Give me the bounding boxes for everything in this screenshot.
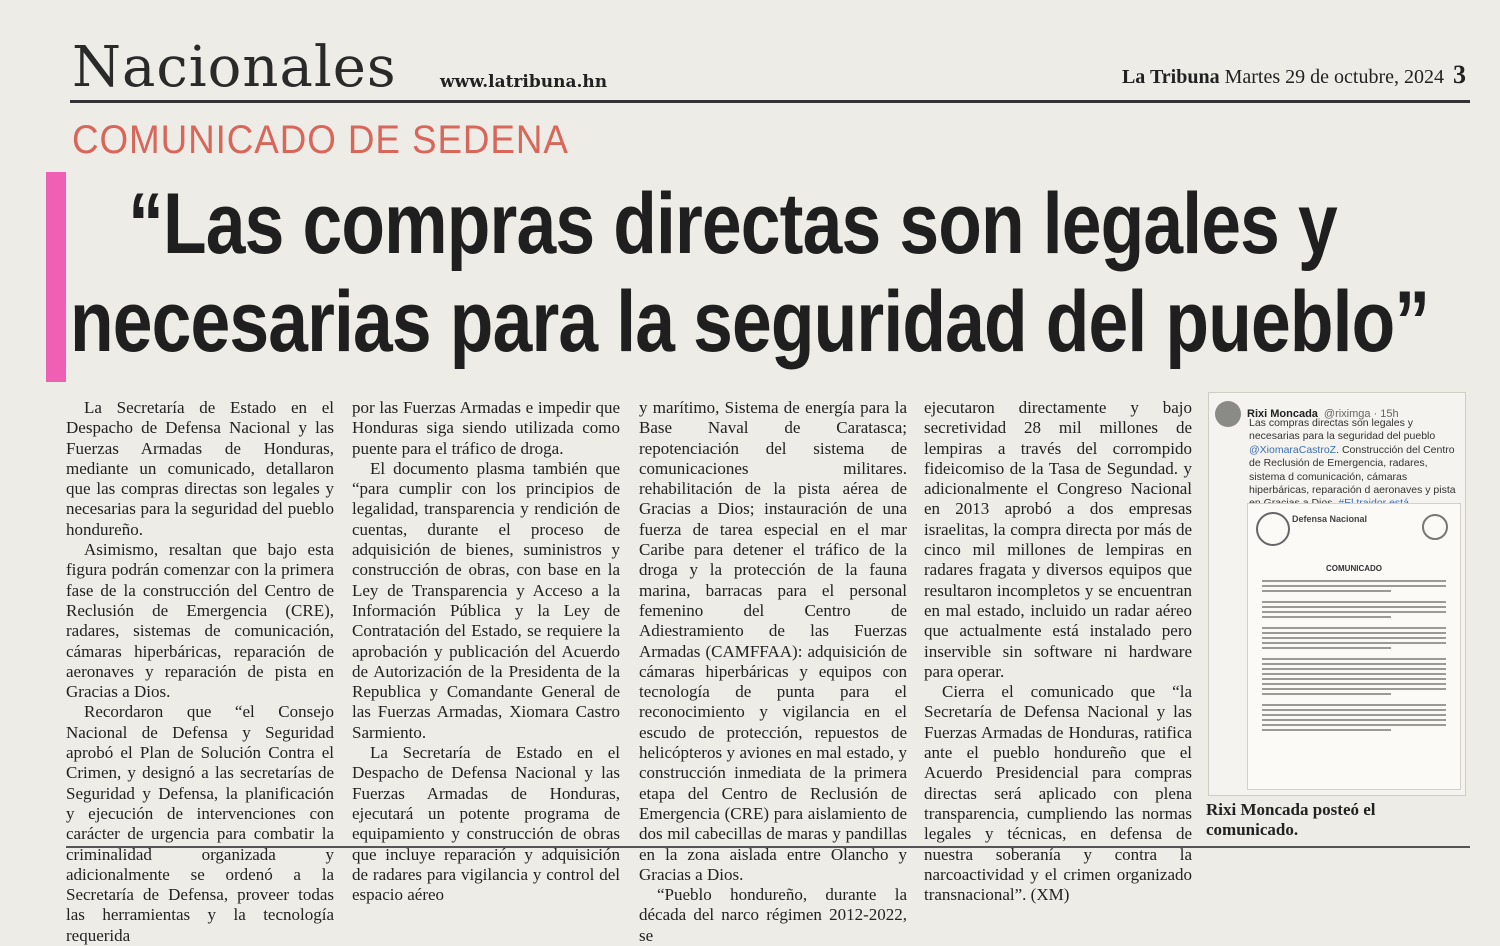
paragraph: Cierra el comunicado que “la Secretaría de Defensa Nacional y las Fuerzas Armadas de Honduras, ratifica ante el pueblo hondureño que el Acuerdo Presidencial para compras directas será aplicado con plena transparencia, cumpliendo las normas legales y técnicas, en defensa de nuestra soberanía y contra la narcoactividad y el crimen organizado transnacional”. (XM)	[924, 682, 1192, 905]
masthead	[1122, 60, 1466, 90]
paragraph: ejecutaron directamente y bajo secretividad 28 mil millones de lempiras a través del corrompido fideicomiso de la Tasa de Segundad. y adicionalmente el Congreso Nacional en 2013 aprobó a dos empresas israelitas, la compra directa por más de cinco mil millones de lempiras en radares fragata y diversos equipos que resultaron incompletos y se encuentran en mal estado, incluido un radar aéreo que actualmente está instalado pero inservible sin software ni hardware para operar.	[924, 398, 1192, 681]
paragraph: y marítimo, Sistema de energía para la Base Naval de Caratasca; repotenciación del sistema de comunicaciones militares. rehabilitación de la pista aérea de Gracias a Dios; instauración de una fuerza de tarea especial en el mar Caribe para detener el tráfico de la droga y la protección de la fauna marina, barracas para el personal femenino del Centro de Adiestramiento de las Fuerzas Armadas (CAMFFAA): adquisición de cámaras hiperbáricas y equipos con tecnología de punta para el reconocimiento y vigilancia en el escudo de protección, repuestos de helicópteros y aviones en mal estado, y construcción inmediata de la primera etapa del Centro de Reclusión de Emergencia (CRE) para aislamiento de dos mil cabecillas de maras y pandillas en la zona aislada entre Olancho y Gracias a Dios.	[639, 398, 907, 884]
tweet-mention[interactable]: @XiomaraCastroZ	[1249, 443, 1337, 456]
issue-date: Martes 29 de octubre, 2024	[1224, 66, 1444, 88]
paragraph: “Pueblo hondureño, durante la década del narco régimen 2012-2022, se	[639, 885, 907, 945]
photo-caption: Rixi Moncada posteó el comunicado.	[1206, 800, 1376, 839]
article-column-1	[66, 398, 334, 946]
paper-name: La Tribuna	[1121, 66, 1220, 88]
seal-icon	[1422, 514, 1448, 540]
tweet-meta: @riximga · 15h	[1323, 408, 1399, 420]
paragraph: Recordaron que “el Consejo Nacional de Defensa y Seguridad aprobó el Plan de Solución Contra el Crimen, y designó a las secretarías de Seguridad y Defensa, la planificación y ejecución de intervenciones con carácter de urgencia para combatir la criminalidad organizada y adicionalmente se ordenó a la Secretaría de Defensa, proveer todas las herramientas y la tecnología requerida	[66, 702, 334, 945]
attached-document-image[interactable]	[1247, 503, 1461, 790]
paragraph: por las Fuerzas Armadas e impedir que Honduras siga siendo utilizada como puente para el tráfico de droga.	[352, 398, 620, 458]
tweet-author: Rixi Moncada	[1247, 408, 1318, 420]
article-column-2	[352, 398, 620, 905]
paragraph: La Secretaría de Estado en el Despacho de Defensa Nacional y las Fuerzas Armadas de Honduras, ejecutará un potente programa de equipamiento y construcción de obras que incluye reparación y adquisición de radares para vigilancia y control del espacio aéreo	[352, 743, 620, 905]
paragraph: Asimismo, resaltan que bajo esta figura podrán comenzar con la primera fase de la construcción del Centro de Reclusión de Emergencia (CRE), radares, sistemas de comunicación, cámaras hiperbáricas, reparación de aeronaves y reparación de pista en Gracias a Dios.	[66, 540, 334, 702]
kicker: COMUNICADO DE SEDENA	[72, 118, 569, 162]
tweet-screenshot	[1208, 392, 1466, 796]
article-column-4	[924, 398, 1192, 905]
bottom-rule	[66, 846, 1470, 848]
headline-line-1: “Las compras directas son legales y	[128, 176, 1337, 272]
site-url[interactable]: www.latribuna.hn	[440, 72, 608, 92]
doc-text-lines	[1262, 580, 1446, 734]
highlighter-mark	[46, 172, 66, 382]
headline-line-2: necesarias para la seguridad del pueblo”	[70, 274, 1430, 370]
defense-logo-icon	[1256, 512, 1290, 546]
doc-org: Defensa Nacional	[1292, 514, 1368, 524]
section-title: Nacionales	[72, 35, 397, 100]
article-column-3	[639, 398, 907, 946]
header-rule	[70, 100, 1470, 103]
headline	[70, 175, 1430, 371]
paragraph: La Secretaría de Estado en el Despacho de Defensa Nacional y las Fuerzas Armadas de Honduras, mediante un comunicado, detallaron que las compras directas son legales y necesarias para la seguridad del pueblo hondureño.	[66, 398, 334, 539]
tweet-text-a: Las compras directas son legales y necesarias para la seguridad del pueblo	[1249, 417, 1436, 443]
doc-title: COMUNICADO	[1326, 564, 1382, 573]
page-number: 3	[1453, 60, 1466, 89]
avatar	[1215, 401, 1241, 427]
tweet-text-b: . Construcción del Centro de Reclusión de Emergencia, radares, sistema d comunicación, cámaras hiperbáricas, reparación d aeronaves y pista	[1249, 443, 1456, 497]
paragraph: El documento plasma también que “para cumplir con los principios de legalidad, transparencia y rendición de cuentas, durante el proceso de adquisición de bienes, suministros y construcción de obras, con base en la Ley de Transparencia y Acceso a la Información Pública y la Ley de Contratación del Estado, se requiere la aprobación y publicación del Acuerdo de Autorización de la Presidenta de la Republica y Comandante General de las Fuerzas Armadas, Xiomara Castro Sarmiento.	[352, 458, 620, 742]
